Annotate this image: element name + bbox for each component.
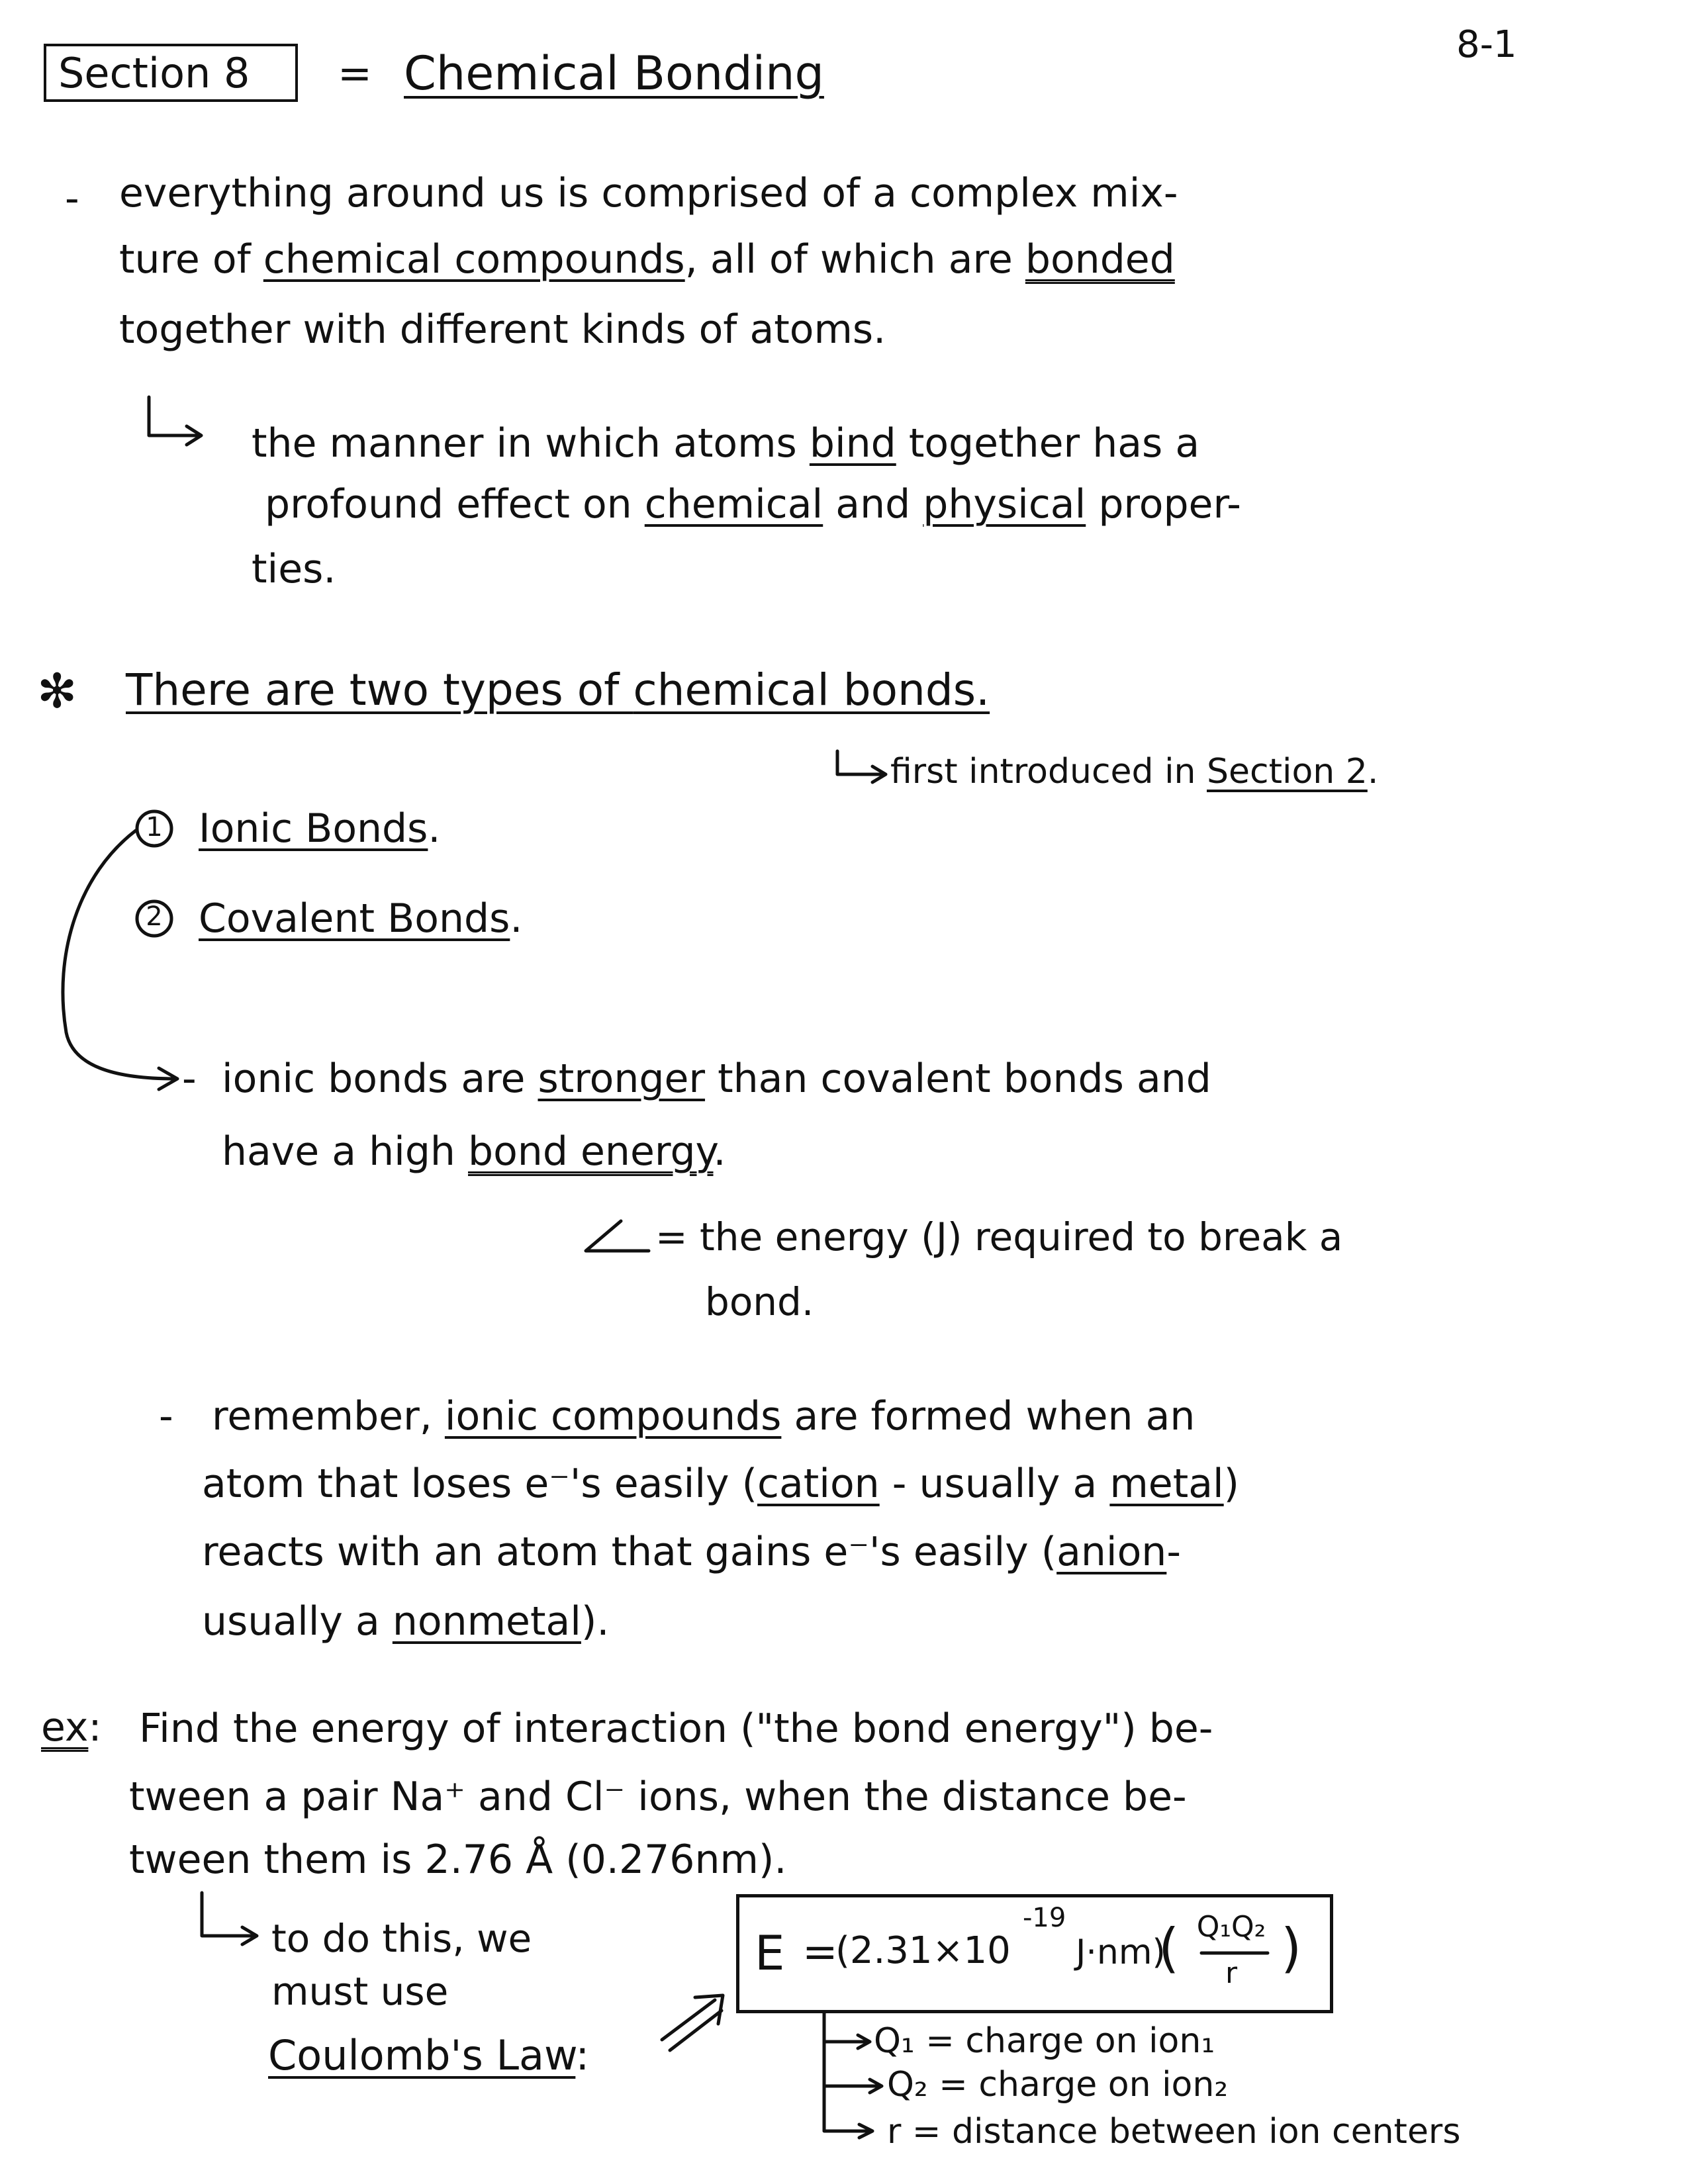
example-label (41, 1704, 102, 1751)
intro-line-2 (119, 236, 1175, 283)
bond-energy-arrow-icon (586, 1221, 649, 1251)
example-line-3: tween them is 2.76 Å (0.276nm). (129, 1837, 787, 1883)
covalent-bonds-period: . (510, 895, 523, 942)
bond-type-2-number: 2 (146, 901, 163, 932)
bond-energy-term: bond energy (468, 1128, 714, 1175)
intro-sub-line-3: ties. (252, 546, 336, 592)
formula-close-paren: ) (1281, 1917, 1302, 1979)
ionic-note-line-1-start: ionic bonds are (222, 1056, 538, 1102)
remember-line-3-start: reacts with an atom that gains e⁻'s easily ( (202, 1529, 1057, 1575)
example-colon: : (88, 1704, 102, 1751)
remember-line-4 (202, 1598, 610, 1645)
definitions-arrow-icon (824, 2013, 882, 2138)
bond-type-1-label (199, 805, 441, 852)
ionic-compounds-term: ionic compounds (444, 1393, 782, 1439)
remember-line-4-start: usually a (202, 1598, 393, 1645)
coulombs-law-colon: : (575, 2031, 590, 2079)
remember-line-3-end: - (1166, 1529, 1181, 1575)
formula-constant: (2.31×10 (835, 1929, 1011, 1972)
formula-units: J·nm) (1076, 1933, 1166, 1972)
bond-type-2-label (199, 895, 523, 942)
definition-q1: Q₁ = charge on ion₁ (874, 2021, 1215, 2061)
chemical-compounds-term: chemical compounds (263, 236, 685, 283)
intro-sub-line-2-end: proper- (1086, 481, 1241, 527)
intro-sub-line-1 (252, 420, 1200, 467)
bond-type-1-number: 1 (146, 812, 163, 842)
formula-exponent: -19 (1023, 1903, 1066, 1933)
intro-sub-line-2 (265, 481, 1241, 527)
intro-line-2-mid: , all of which are (684, 236, 1025, 283)
bond-energy-definition-1: = the energy (J) required to break a (655, 1214, 1343, 1259)
covalent-bonds-term: Covalent Bonds (199, 895, 510, 942)
remember-line-1 (212, 1393, 1196, 1439)
coulomb-note-1: to do this, we (271, 1916, 532, 1961)
section-2-note-end: . (1367, 752, 1379, 792)
intro-bullet: - (65, 175, 79, 222)
bonded-term: bonded (1025, 236, 1175, 283)
ionic-bonds-term: Ionic Bonds (199, 805, 428, 852)
intro-line-3: together with different kinds of atoms. (119, 306, 886, 353)
ionic-note-line-2-start: have a high (222, 1128, 469, 1175)
remember-line-2-end: ) (1223, 1461, 1240, 1507)
ionic-note-line-1 (222, 1056, 1211, 1102)
intro-line-1: everything around us is comprised of a complex mix- (119, 170, 1178, 216)
section-2-link: Section 2 (1207, 752, 1368, 792)
intro-line-2-start: ture of (119, 236, 263, 283)
anion-term: anion (1056, 1529, 1167, 1575)
ionic-note-line-1-end: than covalent bonds and (705, 1056, 1211, 1102)
coulomb-arrow-icon (202, 1893, 257, 1944)
remember-line-3 (202, 1529, 1181, 1575)
remember-line-2-mid: - usually a (879, 1461, 1110, 1507)
cation-term: cation (757, 1461, 880, 1507)
example-ex: ex (41, 1704, 89, 1751)
page-title: Chemical Bonding (404, 46, 824, 101)
section-2-arrow-icon (837, 751, 886, 782)
remember-line-2 (202, 1461, 1240, 1507)
section-2-note (890, 752, 1379, 792)
formula-numerator: Q₁Q₂ (1196, 1910, 1266, 1944)
example-line-1: Find the energy of interaction ("the bond energy") be- (139, 1706, 1213, 1752)
intro-arrow-icon (149, 397, 201, 445)
formula-equals: = (802, 1928, 838, 1977)
metal-term: metal (1109, 1461, 1224, 1507)
stronger-term: stronger (538, 1056, 706, 1102)
bind-term: bind (809, 420, 896, 467)
remember-bullet: - (159, 1393, 173, 1439)
formula-open-paren: ( (1158, 1917, 1180, 1979)
coulombs-law-term: Coulomb's Law (268, 2031, 576, 2079)
intro-sub-line-1-start: the manner in which atoms (252, 420, 810, 467)
asterisk-icon: ✻ (37, 663, 77, 719)
curved-arrow-icon (63, 831, 177, 1089)
double-arrow-icon (662, 1995, 723, 2050)
remember-line-1-start: remember, (212, 1393, 445, 1439)
key-point-start: There are two types of (126, 664, 633, 715)
remember-line-1-end: are formed when an (781, 1393, 1196, 1439)
formula-energy-symbol: E (755, 1925, 785, 1981)
remember-line-4-end: ). (581, 1598, 610, 1645)
key-point-text (126, 664, 990, 715)
definition-q2: Q₂ = charge on ion₂ (887, 2065, 1229, 2105)
physical-term: physical (923, 481, 1086, 527)
ionic-note-bullet: - (182, 1056, 197, 1102)
ionic-note-line-2 (222, 1128, 726, 1175)
remember-line-2-start: atom that loses e⁻'s easily ( (202, 1461, 758, 1507)
formula-denominator: r (1225, 1956, 1238, 1990)
chemical-bonds-term: chemical bonds. (633, 664, 990, 715)
definition-r: r = distance between ion centers (887, 2112, 1461, 2152)
nonmetal-term: nonmetal (392, 1598, 581, 1645)
example-line-2: tween a pair Na⁺ and Cl⁻ ions, when the distance be- (129, 1774, 1187, 1820)
coulomb-note-2: must use (271, 1969, 449, 2014)
intro-sub-line-2-start: profound effect on (265, 481, 645, 527)
bond-energy-definition-2: bond. (705, 1279, 814, 1324)
section-label: Section 8 (58, 49, 250, 97)
chemical-term: chemical (644, 481, 823, 527)
intro-sub-line-1-end: together has a (896, 420, 1200, 467)
intro-sub-line-2-and: and (823, 481, 923, 527)
ionic-bonds-period: . (428, 805, 441, 852)
coulombs-law-label (268, 2031, 590, 2079)
header-equals: = (338, 49, 372, 97)
section-2-note-start: first introduced in (890, 752, 1207, 792)
ionic-note-line-2-end: . (713, 1128, 726, 1175)
page-number: 8-1 (1456, 23, 1517, 66)
